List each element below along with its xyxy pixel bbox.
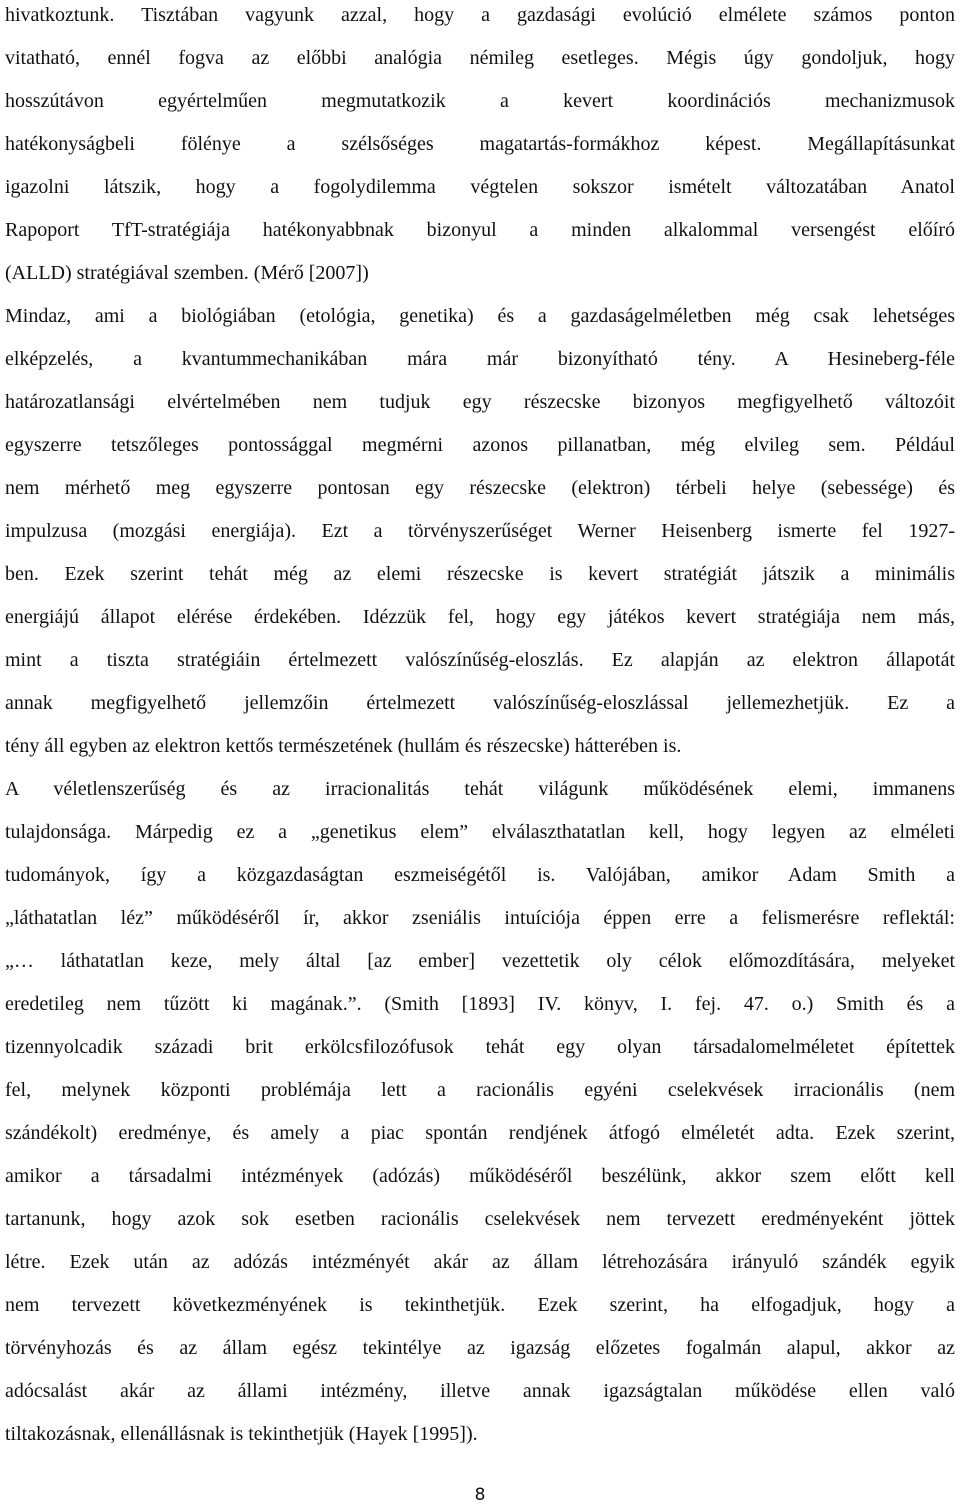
text-line: hivatkoztunk. Tisztában vagyunk azzal, hogy a gazdasági evolúció elmélete számos ponton — [5, 4, 955, 26]
text-line: „… láthatatlan keze, mely által [az ember] vezettetik oly célok előmozdítására, melyeket — [5, 950, 955, 972]
text-line: tény áll egyben az elektron kettős természetének (hullám és részecske) hátterében is. — [5, 735, 682, 757]
text-line: elképzelés, a kvantummechanikában mára már bizonyítható tény. A Hesineberg-féle — [5, 348, 955, 370]
text-line: határozatlansági elvértelmében nem tudjuk egy részecske bizonyos megfigyelhető változóit — [5, 391, 955, 413]
text-line: létre. Ezek után az adózás intézményét akár az állam létrehozására irányuló szándék egyik — [5, 1251, 955, 1273]
text-line: mint a tiszta stratégiáin értelmezett valószínűség-eloszlás. Ez alapján az elektron állapotát — [5, 649, 955, 671]
text-line: ben. Ezek szerint tehát még az elemi részecske is kevert stratégiát játszik a minimális — [5, 563, 955, 585]
text-line: törvényhozás és az állam egész tekintélye az igazság előzetes fogalmán alapul, akkor az — [5, 1337, 955, 1359]
text-line: nem mérhető meg egyszerre pontosan egy részecske (elektron) térbeli helye (sebessége) és — [5, 477, 955, 499]
text-line: tulajdonsága. Márpedig ez a „genetikus elem” elválaszthatatlan kell, hogy legyen az elméleti — [5, 821, 955, 843]
text-line: amikor a társadalmi intézmények (adózás) működéséről beszélünk, akkor szem előtt kell — [5, 1165, 955, 1187]
text-line: igazolni látszik, hogy a fogolydilemma végtelen sokszor ismételt változatában Anatol — [5, 176, 955, 198]
text-line: nem tervezett következményének is tekinthetjük. Ezek szerint, ha elfogadjuk, hogy a — [5, 1294, 955, 1316]
text-line: impulzusa (mozgási energiája). Ezt a törvényszerűséget Werner Heisenberg ismerte fel 1927- — [5, 520, 955, 542]
text-line: energiájú állapot elérése érdekében. Idézzük fel, hogy egy játékos kevert stratégiája nem más, — [5, 606, 955, 628]
text-line: Rapoport TfT-stratégiája hatékonyabbnak bizonyul a minden alkalommal versengést előíró — [5, 219, 955, 241]
page-number: 8 — [474, 1485, 486, 1505]
text-line: „láthatatlan léz” működéséről ír, akkor zseniális intuíciója éppen erre a felismerésre reflektál: — [5, 907, 955, 929]
text-line: hosszútávon egyértelműen megmutatkozik a kevert koordinációs mechanizmusok — [5, 90, 955, 112]
text-line: egyszerre tetszőleges pontossággal megmérni azonos pillanatban, még elvileg sem. Például — [5, 434, 955, 456]
text-line: Mindaz, ami a biológiában (etológia, genetika) és a gazdaságelméletben még csak lehetséges — [5, 305, 955, 327]
text-line: fel, melynek központi problémája lett a racionális egyéni cselekvések irracionális (nem — [5, 1079, 955, 1101]
text-line: eredetileg nem tűzött ki magának.”. (Smith [1893] IV. könyv, I. fej. 47. o.) Smith és a — [5, 993, 955, 1015]
text-line: adócsalást akár az állami intézmény, illetve annak igazságtalan működése ellen való — [5, 1380, 955, 1402]
text-line: tiltakozásnak, ellenállásnak is tekinthetjük (Hayek [1995]). — [5, 1423, 478, 1445]
text-line: tizennyolcadik századi brit erkölcsfilozófusok tehát egy olyan társadalomelméletet építettek — [5, 1036, 955, 1058]
text-line: hatékonyságbeli fölénye a szélsőséges magatartás-formákhoz képest. Megállapításunkat — [5, 133, 955, 155]
text-line: vitatható, ennél fogva az előbbi analógia némileg esetleges. Mégis úgy gondoljuk, hogy — [5, 47, 955, 69]
text-line: tudományok, így a közgazdaságtan eszmeiségétől is. Valójában, amikor Adam Smith a — [5, 864, 955, 886]
text-line: A véletlenszerűség és az irracionalitás tehát világunk működésének elemi, immanens — [5, 778, 955, 800]
text-line: annak megfigyelhető jellemzőin értelmezett valószínűség-eloszlással jellemezhetjük. Ez a — [5, 692, 955, 714]
text-line: tartanunk, hogy azok sok esetben racionális cselekvések nem tervezett eredményeként jöttek — [5, 1208, 955, 1230]
text-line: (ALLD) stratégiával szemben. (Mérő [2007]) — [5, 262, 369, 284]
text-line: szándékolt) eredménye, és amely a piac spontán rendjének átfogó elméletét adta. Ezek szerint, — [5, 1122, 955, 1144]
document-page — [5, 0, 955, 1509]
